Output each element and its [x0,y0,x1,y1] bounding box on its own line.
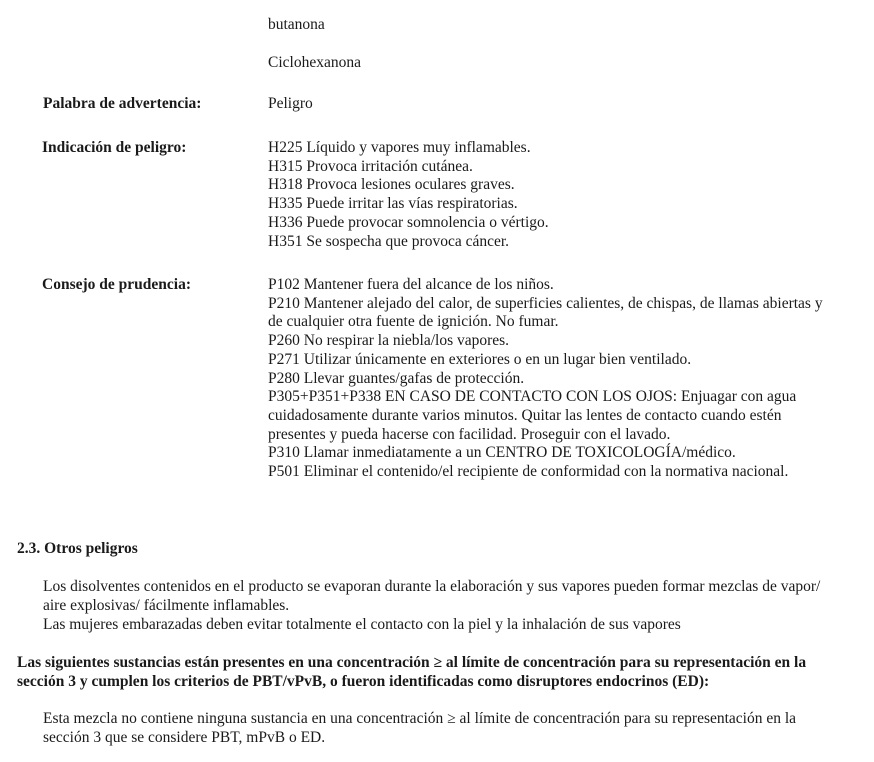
ingredient-ciclohexanona: Ciclohexanona [268,54,361,71]
hazard-statement: H335 Puede irritar las vías respiratorias. [268,195,518,213]
pbt-body [43,709,796,747]
precautionary-statement: P260 No respirar la niebla/los vapores. [268,332,510,350]
precautionary-statement: cuidadosamente durante varios minutos. Quitar las lentes de contacto cuando estén [268,406,782,424]
precautionary-statement: P210 Mantener alejado del calor, de superficies calientes, de chispas, de llamas abiertas y [268,294,823,312]
precautionary-statements-list [268,276,823,482]
precautionary-statement: P310 Llamar inmediatamente a un CENTRO DE TOXICOLOGÍA/médico. [268,444,736,462]
other-hazards-line: Los disolventes contenidos en el producto se evaporan durante la elaboración y sus vapores pueden formar mezclas de vapor/ [43,578,821,595]
ingredient-butanona: butanona [268,16,325,33]
hazard-statements-list [268,139,549,251]
precautionary-statement: P501 Eliminar el contenido/el recipiente de conformidad con la normativa nacional. [268,463,789,481]
other-hazards-heading: 2.3. Otros peligros [17,540,138,557]
precautionary-statement: P271 Utilizar únicamente en exteriores o en un lugar bien ventilado. [268,350,692,368]
hazard-statements-label: Indicación de peligro: [42,139,187,156]
precautionary-statement: P102 Mantener fuera del alcance de los niños. [268,276,554,293]
pbt-body-line: Esta mezcla no contiene ninguna sustancia en una concentración ≥ al límite de concentración para su representación en la [43,710,797,727]
hazard-statement: H318 Provoca lesiones oculares graves. [268,176,515,194]
other-hazards-line: aire explosivas/ fácilmente inflamables. [43,597,290,614]
precautionary-statement: de cualquier otra fuente de ignición. No fumar. [268,313,559,331]
other-hazards-text [43,577,820,634]
precautionary-statements-label: Consejo de prudencia: [42,276,191,293]
hazard-statement: H351 Se sospecha que provoca cáncer. [268,232,510,250]
pbt-heading [17,653,806,691]
precautionary-statement: P280 Llevar guantes/gafas de protección. [268,369,525,387]
hazard-statement: H315 Provoca irritación cutánea. [268,157,473,175]
other-hazards-line: Las mujeres embarazadas deben evitar totalmente el contacto con la piel y la inhalación de sus vapores [43,616,681,633]
pbt-body-line: sección 3 que se considere PBT, mPvB o ED. [43,729,326,746]
hazard-statement: H336 Puede provocar somnolencia o vértigo. [268,213,549,231]
pbt-heading-line: sección 3 y cumplen los criterios de PBT/vPvB, o fueron identificadas como disruptores endocrinos (ED): [17,673,710,690]
hazard-statement: H225 Líquido y vapores muy inflamables. [268,139,531,156]
signal-word-label: Palabra de advertencia: [43,95,202,112]
precautionary-statement: presentes y pueda hacerse con facilidad. Proseguir con el lavado. [268,425,671,443]
precautionary-statement: P305+P351+P338 EN CASO DE CONTACTO CON LOS OJOS: Enjuagar con agua [268,388,797,406]
signal-word-value: Peligro [268,95,313,112]
pbt-heading-line: Las siguientes sustancias están presentes en una concentración ≥ al límite de concentración para su representación en la [17,654,807,671]
